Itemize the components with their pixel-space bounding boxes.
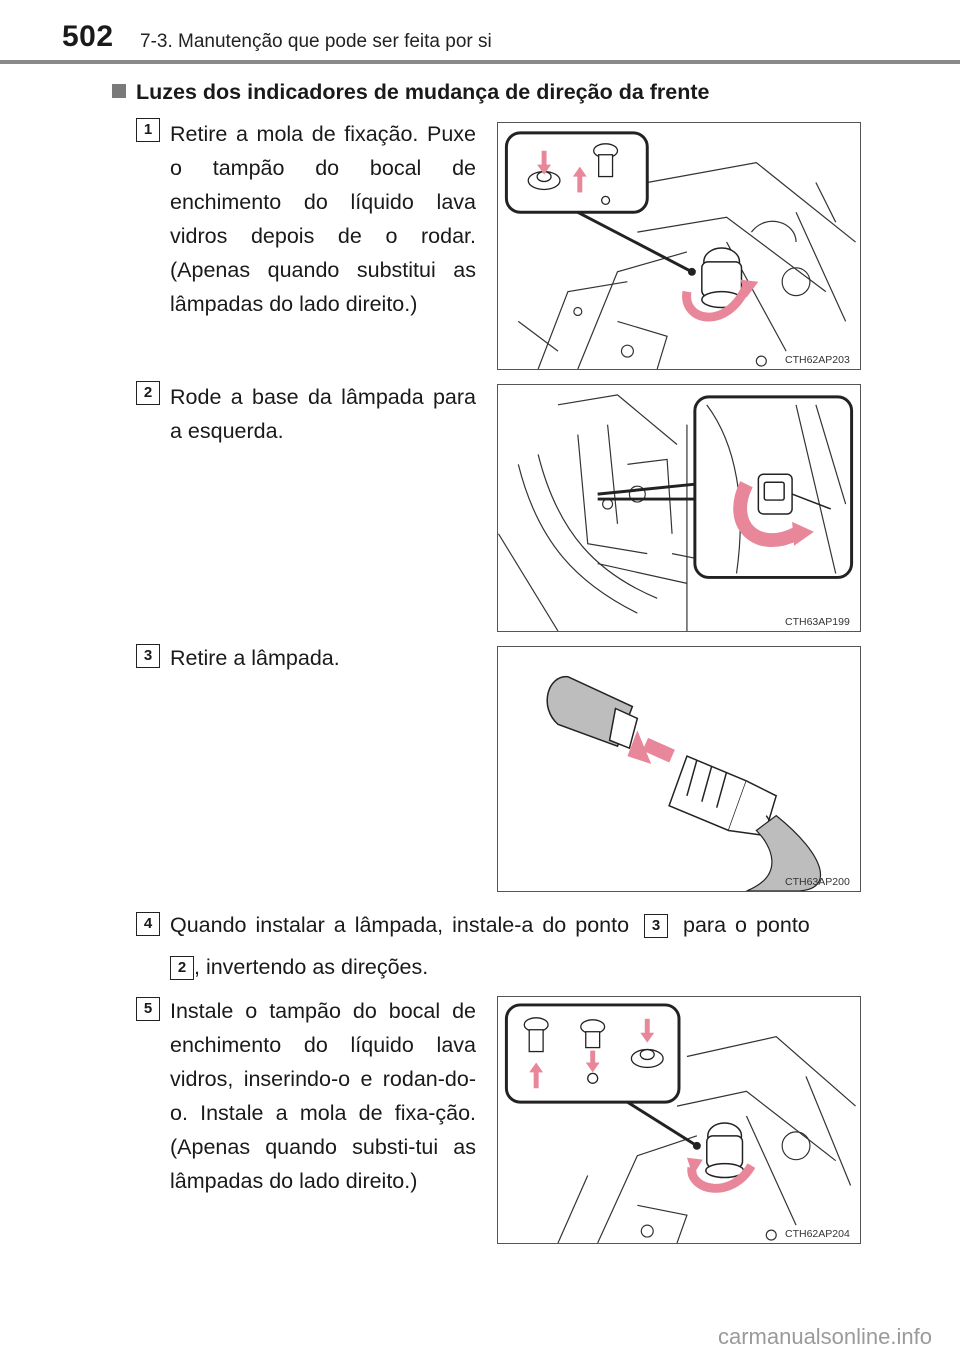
cap-part [706,1123,744,1178]
step-4-text-a: Quando instalar a lâmpada, instale-a do ponto [170,913,630,937]
step-number-1: 1 [136,118,160,142]
figure-step-2 [497,384,861,632]
chapter-title: 7-3. Manutenção que pode ser feita por si [140,31,492,52]
step-3-text: Retire a lâmpada. [170,646,340,670]
figure-step-3 [497,646,861,892]
washer-cap-install-illustration [498,997,860,1243]
section-title [112,80,710,105]
step-1-text: Retire a mola de fixação. Puxe o tampão do bocal de enchimento do líquido lava vidros depois de o rodar. (Apenas quando substitui as lâmpadas do lado direito.) [170,122,476,316]
step-4-text-c: , invertendo as direções. [194,955,429,979]
step-number-2: 2 [136,381,160,405]
figure-step-1 [497,122,861,370]
step-4-ref-2: 2 [170,956,194,980]
figure-step-5 [497,996,861,1244]
figure-code-3: CTH63AP200 [785,876,850,888]
figure-code-2: CTH63AP199 [785,616,850,628]
step-4-text-b: para o ponto [683,913,810,937]
bulb-base-illustration [498,385,860,631]
washer-cap-illustration [498,123,860,369]
bulb-removal-illustration [498,647,860,891]
header-divider [0,60,960,64]
step-number-3: 3 [136,644,160,668]
step-4-text-line2 [170,950,860,984]
section-bullet-icon [112,84,126,98]
step-number-4: 4 [136,912,160,936]
step-4-text [170,908,860,942]
figure-code-5: CTH62AP204 [785,1228,850,1240]
step-2-text: Rode a base da lâmpada para a esquerda. [170,385,476,443]
page-number: 502 [62,20,114,53]
figure-code-1: CTH62AP203 [785,354,850,366]
watermark: carmanualsonline.info [717,1324,932,1349]
step-4-ref-3: 3 [644,914,668,938]
section-title-text: Luzes dos indicadores de mudança de direção da frente [136,80,710,104]
step-5-text: Instale o tampão do bocal de enchimento do líquido lava vidros, inserindo-o e rodan-do-o. Instale a mola de fixa-ção. (Apenas quando substi-tui as lâmpadas do lado direito.) [170,999,476,1193]
step-number-5: 5 [136,997,160,1021]
